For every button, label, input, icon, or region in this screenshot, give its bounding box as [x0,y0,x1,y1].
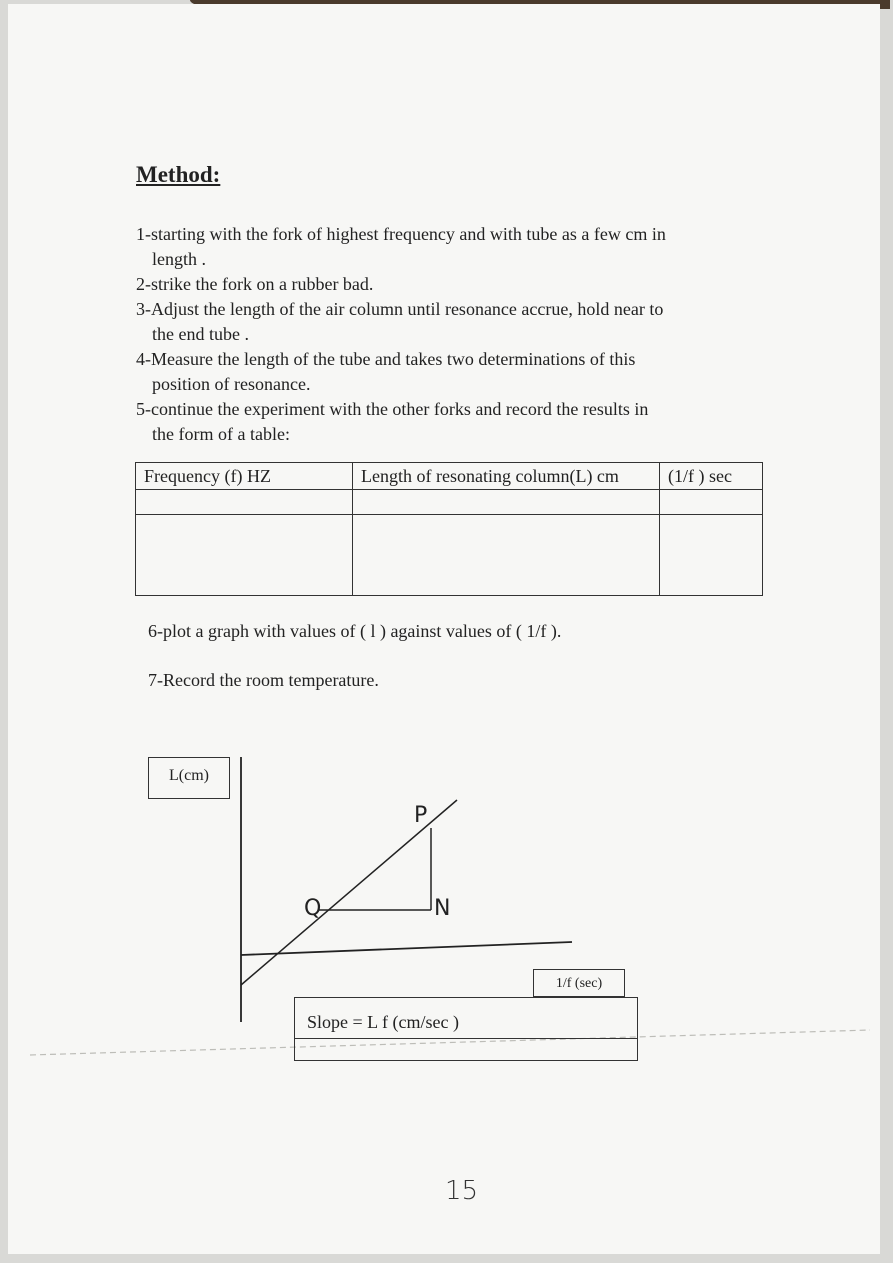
step-text: continue the experiment with the other forks and record the results in [151,399,649,419]
step-text: Measure the length of the tube and takes two determinations of this [151,349,636,369]
step-text-continued: position of resonance. [152,374,311,394]
step-number: 3- [136,299,151,319]
x-axis [241,942,572,955]
point-label-n: N [434,896,451,921]
y-axis-label: L(cm) [148,757,230,799]
step-number: 5- [136,399,151,419]
step-plot-graph: 6-plot a graph with values of ( l ) against values of ( 1/f ). [148,621,562,641]
step-text-continued: length . [152,249,206,269]
slope-box-divider [295,1038,637,1039]
method-heading: Method: [136,162,221,187]
point-label-p: P [414,803,428,828]
step-text: Adjust the length of the air column until resonance accrue, hold near to [151,299,664,319]
point-label-q: Q [304,896,322,921]
x-axis-label: 1/f (sec) [533,969,625,997]
slope-formula: Slope = L f (cm/sec ) [307,1012,459,1032]
step-text: strike the fork on a rubber bad. [151,274,374,294]
step-text-continued: the form of a table: [152,424,290,444]
page-number: 15 [445,1176,479,1206]
step-number: 1- [136,224,151,244]
header-inverse-frequency: (1/f ) sec [660,463,763,490]
header-length: Length of resonating column(L) cm [353,463,660,490]
step-number: 4- [136,349,151,369]
step-number: 2- [136,274,151,294]
step-text: starting with the fork of highest frequency and with tube as a few cm in [151,224,666,244]
slope-box [294,997,638,1061]
step-record-temperature: 7-Record the room temperature. [148,670,379,690]
step-text-continued: the end tube . [152,324,249,344]
header-frequency: Frequency (f) HZ [136,463,353,490]
